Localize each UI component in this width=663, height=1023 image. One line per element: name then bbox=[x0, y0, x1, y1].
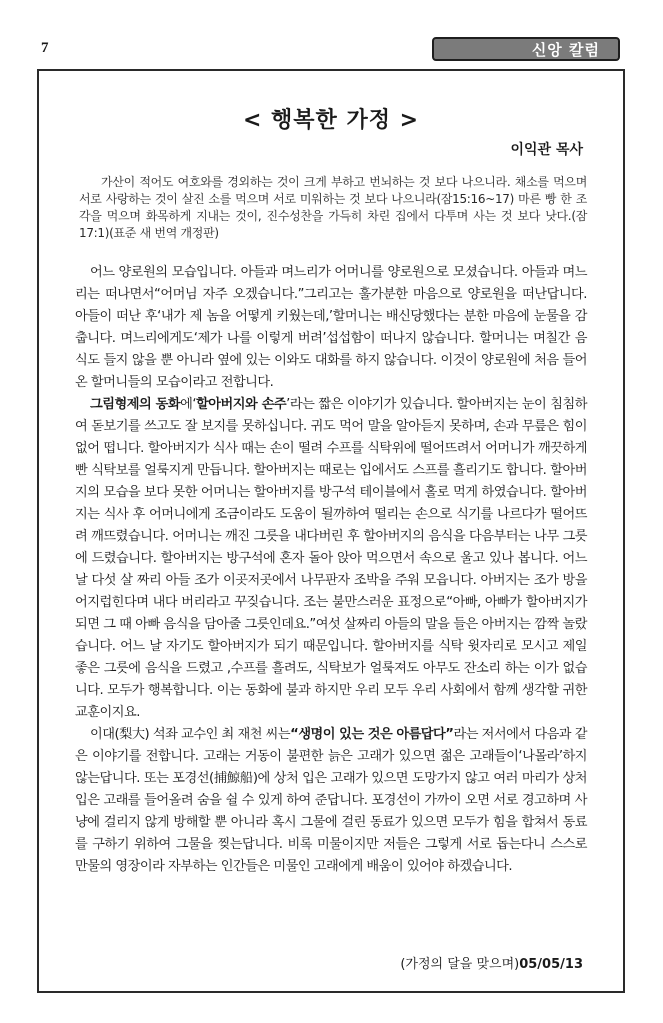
paragraph-2-text: 에‘ bbox=[180, 397, 197, 412]
article-footer bbox=[400, 953, 583, 972]
article-title: < 행복한 가정 > bbox=[242, 108, 420, 133]
footer-source: (가정의 달을 맞으며) bbox=[400, 957, 520, 972]
footer-date: 05/05/13 bbox=[519, 957, 583, 972]
story-title: 할아버지와 손주 bbox=[196, 397, 287, 412]
page-number: 7 bbox=[41, 40, 49, 56]
article-frame bbox=[37, 69, 625, 993]
book-title: “생명이 있는 것은 아름답다” bbox=[290, 727, 454, 742]
paragraph-1: 어느 양로원의 모습입니다. 아들과 며느리가 어머니를 양로원으로 모셨습니다. 아들과 며느리는 떠나면서“어머님 자주 오겠습니다.”그리고는 훌가분한 마음으로 양로원을 떠난답니다. 아들이 떠난 후‘내가 제 놈을 어떻게 키웠는데,’할머니는 배신당했다는 분한 마음에 눈물을 감춥니다. 며느리에게도‘제가 나를 이렇게 버려’섭섭함이 떠나지 않습니다. 할머니는 며칠간 음식도 들지 않을 뿐 아니라 옆에 있는 이와도 대화를 하지 않습니다. 이것이 양로원에 처음 들어온 할머니들의 모습이라고 전합니다. bbox=[75, 265, 587, 390]
scripture-quote: 가산이 적어도 여호와를 경외하는 것이 크게 부하고 번뇌하는 것 보다 나으니라. 채소를 먹으며 서로 사랑하는 것이 살진 소를 먹으며 서로 미워하는 것 보다 나으니라(잠15:16~17) 마른 빵 한 조각을 먹으며 화목하게 지내는 것이, 진수성찬을 가득히 차린 집에서 다투며 사는 것 보다 낫다.(잠17:1)(표준 새 번역 개정판) bbox=[79, 175, 587, 240]
paragraph-3-text: 라는 저서에서 다음과 같은 이야기를 전합니다. 고래는 거동이 불편한 늙은 고래가 있으면 젊은 고래들이‘나몰라’하지 않는답니다. 또는 포경선(捕鯨船)에 상처 입은 고래가 있으면 도망가지 않고 여러 마리가 상처 입은 고래를 들어올려 숨을 쉴 수 있게 하여 준답니다. 포경선이 가까이 오면 서로 경고하며 사냥에 걸리지 않게 방해할 뿐 아니라 혹시 그물에 걸린 동료가 있으면 모두가 힘을 합쳐서 동료를 구하기 위하여 그물을 찢는답니다. 비록 미물이지만 저들은 그렇게 서로 돕는다니 스스로 만물의 영장이라 자부하는 인간들은 미물인 고래에게 배움이 있어야 하겠습니다. bbox=[75, 727, 587, 874]
section-label bbox=[432, 37, 620, 61]
paragraph-3-text: 이대(梨大) 석좌 교수인 최 재천 씨는 bbox=[90, 727, 291, 742]
paragraph-2 bbox=[75, 394, 587, 724]
article-author: 이익관 목사 bbox=[510, 142, 583, 158]
paragraph-2-text: ’라는 짧은 이야기가 있습니다. 할아버지는 눈이 침침하여 돋보기를 쓰고도 잘 보지를 못하십니다. 귀도 먹어 말을 알아듣지 못하며, 손과 무릎은 힘이 없어 떱니다. 할아버지가 식사 때는 손이 떨려 수프를 식탁위에 떨어뜨려서 어머니가 깨끗하게 빤 식탁보를 얼룩지게 만듭니다. 할아버지는 때로는 입에서도 스프를 흘리기도 합니다. 할아버지의 모습을 보다 못한 어머니는 할아버지를 방구석 테이블에서 홀로 먹게 하였습니다. 할아버지는 식사 후 어머니에게 조금이라도 도움이 될까하여 떨리는 손으로 식기를 나르다가 떨어뜨려 깨뜨렸습니다. 어머니는 깨진 그릇을 내다버린 후 할아버지의 음식을 다음부터는 나무 그릇에 드렸습니다. 할아버지는 방구석에 혼자 돌아 앉아 먹으면서 속으로 울고 있나 봅니다. 어느 날 다섯 살 짜리 아들 조가 이곳저곳에서 나무판자 조박을 주워 모읍니다. 아버지는 조가 방을 어지럽힌다며 내다 버리라고 꾸짖습니다. 조는 불만스러운 표정으로“아빠, 아빠가 할아버지가 되면 그 때 아빠 음식을 담아줄 그릇인데요.”여섯 살짜리 아들의 말을 들은 아버지는 깜짝 놀랐습니다. 어느 날 자기도 할아버지가 되기 때문입니다. 할아버지를 식탁 윗자리로 모시고 제일 좋은 그릇에 음식을 드렸고 ,수프를 흘려도, 식탁보가 얼룩져도 아무도 잔소리 하는 이가 없습니다. 모두가 행복합니다. 이는 동화에 불과 하지만 우리 모두 우리 사회에서 함께 생각할 귀한 교훈이지요. bbox=[75, 397, 588, 720]
fairy-tale-source: 그림형제의 동화 bbox=[90, 397, 181, 412]
paragraph-3 bbox=[75, 724, 587, 878]
article-body bbox=[75, 262, 587, 878]
section-label-text: 신앙 칼럼 bbox=[531, 40, 600, 59]
